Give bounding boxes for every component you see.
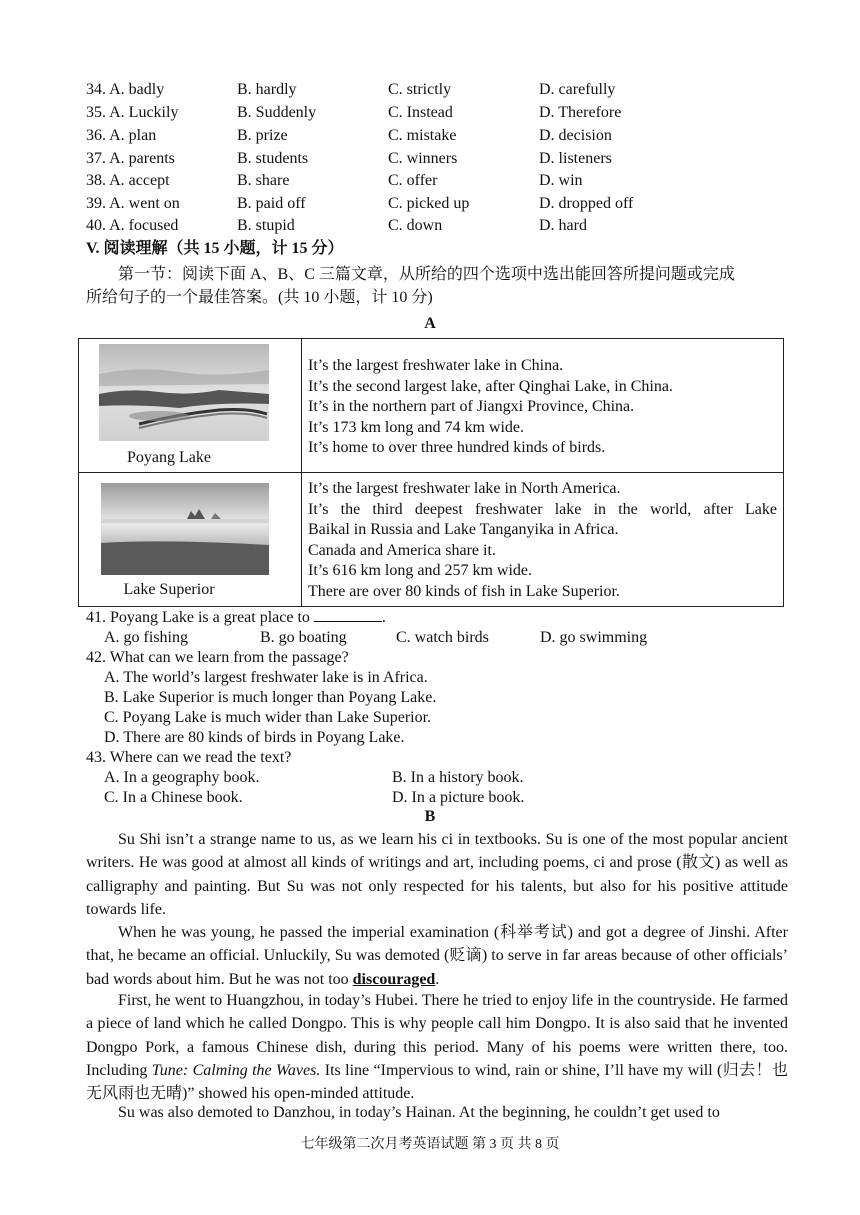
- option-choice: B. stupid: [237, 217, 295, 234]
- fact-line: It’s the largest freshwater lake in North America.: [308, 480, 621, 497]
- passage-b-paragraph-1: Su Shi isn’t a strange name to us, as we learn his ci in textbooks. Su is one of the most popular ancient writers. He was good at almost all kinds of writings and art, including poems, ci and prose (散文) as well as calligraphy and painting. But Su was not only respected for his talents, but also for his positive attitude towards life.: [86, 831, 788, 918]
- superior-image-cell: [79, 473, 302, 607]
- q43-option-b: B. In a history book.: [392, 769, 524, 786]
- option-choice: D. decision: [539, 127, 612, 144]
- section-title: V. 阅读理解（共 15 小题，计 15 分）: [86, 240, 344, 257]
- option-choice: B. Suddenly: [237, 104, 317, 121]
- option-row: [86, 125, 786, 147]
- fact-line: There are over 80 kinds of fish in Lake Superior.: [308, 582, 620, 600]
- q43-option-d: D. In a picture book.: [392, 789, 525, 806]
- q42-option-c: C. Poyang Lake is much wider than Lake Superior.: [104, 709, 432, 726]
- q41-option-d: D. go swimming: [540, 629, 648, 646]
- fact-line: Canada and America share it.: [308, 541, 496, 559]
- q42-option-a: A. The world’s largest freshwater lake is in Africa.: [104, 669, 428, 686]
- option-choice: D. win: [539, 172, 583, 189]
- q41-option-b: B. go boating: [260, 629, 347, 646]
- option-choice: B. students: [237, 150, 309, 167]
- paragraph-text: When he was young, he passed the imperial examination (科举考试) and got a degree of Jinshi. After that, he became an official. Unluckily, Su was demoted (贬谪) to serve in far areas because of other officials’ bad words about him. But he was not too: [86, 924, 788, 988]
- option-row: [86, 102, 786, 124]
- passage-b-paragraph-2: [86, 921, 788, 991]
- option-choice: 40. A. focused: [86, 217, 179, 234]
- poem-title: Tune: Calming the Waves.: [151, 1061, 321, 1079]
- lake-superior-caption: Lake Superior: [123, 581, 215, 598]
- fact-line: Baikal in Russia and Lake Tanganyika in Africa.: [308, 521, 619, 538]
- option-row: [86, 79, 786, 101]
- table-row: [79, 339, 784, 473]
- q41-option-c: C. watch birds: [396, 629, 489, 646]
- option-choice: D. hard: [539, 217, 587, 234]
- option-choice: 34. A. badly: [86, 81, 165, 98]
- q42-stem: 42. What can we learn from the passage?: [86, 649, 349, 666]
- option-choice: B. share: [237, 172, 290, 189]
- page-footer: 七年级第二次月考英语试题 第 3 页 共 8 页: [300, 1137, 560, 1152]
- section-instruction-line-2: 所给句子的一个最佳答案。(共 10 小题，计 10 分): [86, 289, 433, 306]
- option-choice: C. Instead: [388, 104, 453, 121]
- poyang-lake-caption: Poyang Lake: [127, 449, 211, 466]
- option-choice: B. hardly: [237, 81, 297, 98]
- fact-line: It’s the third deepest freshwater lake in the world, after Lake: [308, 500, 777, 518]
- option-choice: 38. A. accept: [86, 172, 170, 189]
- option-choice: B. prize: [237, 127, 288, 144]
- fact-line: It’s 173 km long and 74 km wide.: [308, 418, 524, 436]
- superior-facts-cell: [302, 473, 784, 607]
- option-row: [86, 215, 786, 237]
- option-choice: C. winners: [388, 150, 458, 167]
- q41-stem-text: 41. Poyang Lake is a great place to: [86, 609, 310, 626]
- poyang-facts-cell: [302, 339, 784, 473]
- section-instruction-line-1: 第一节：阅读下面 A、B、C 三篇文章，从所给的四个选项中选出能回答所提问题或完成: [118, 266, 735, 283]
- option-row: [86, 193, 786, 215]
- fact-line: It’s the second largest lake, after Qinghai Lake, in China.: [308, 377, 673, 395]
- option-choice: C. strictly: [388, 81, 452, 98]
- q41-stem-end: .: [381, 609, 386, 626]
- answer-blank: [314, 607, 382, 622]
- fact-line: It’s 616 km long and 257 km wide.: [308, 562, 532, 579]
- q43-option-c: C. In a Chinese book.: [104, 789, 243, 806]
- q43-stem: 43. Where can we read the text?: [86, 749, 292, 766]
- lakes-table: [78, 338, 784, 607]
- poyang-image-cell: [79, 339, 302, 473]
- fact-line: It’s the largest freshwater lake in China.: [308, 357, 564, 374]
- poyang-lake-photo: [99, 344, 269, 441]
- paragraph-text: First, he went to Huangzhou, in today’s Hubei. There he tried to enjoy life in the countryside. He farmed a piece of land which he called Dongpo. This is why people call him Dongpo. It is also said that he invented Dongpo Pork, a famous Chinese dish, during this period. Many of his poems were written there, too. Including: [86, 992, 788, 1079]
- option-choice: D. Therefore: [539, 104, 622, 121]
- option-choice: 36. A. plan: [86, 127, 157, 144]
- lake-superior-photo: [101, 483, 269, 575]
- underlined-word: discouraged: [352, 970, 436, 988]
- q42-option-d: D. There are 80 kinds of birds in Poyang Lake.: [104, 729, 405, 746]
- option-choice: C. picked up: [388, 195, 470, 212]
- passage-b-label: B: [424, 808, 436, 825]
- passage-a-label: A: [424, 315, 436, 332]
- option-choice: 39. A. went on: [86, 195, 180, 212]
- fact-line: It’s in the northern part of Jiangxi Province, China.: [308, 398, 635, 415]
- fact-line: It’s home to over three hundred kinds of birds.: [308, 439, 606, 456]
- option-choice: D. listeners: [539, 150, 612, 167]
- q43-option-a: A. In a geography book.: [104, 769, 260, 786]
- option-row: [86, 148, 786, 170]
- option-choice: D. dropped off: [539, 195, 634, 212]
- paragraph-text: Its line “Impervious to wind, rain or shine, I’ll have my will (归去！也无风雨也无晴)” showed his open-minded attitude.: [86, 1061, 788, 1103]
- option-choice: D. carefully: [539, 81, 616, 98]
- q41-option-a: A. go fishing: [104, 629, 188, 646]
- passage-b-paragraph-3: [86, 989, 788, 1105]
- option-row: [86, 170, 786, 192]
- option-choice: C. offer: [388, 172, 438, 189]
- option-choice: C. down: [388, 217, 443, 234]
- option-choice: C. mistake: [388, 127, 457, 144]
- table-row: [79, 473, 784, 607]
- passage-b-paragraph-4: Su was also demoted to Danzhou, in today’s Hainan. At the beginning, he couldn’t get used to: [118, 1104, 720, 1121]
- option-choice: 35. A. Luckily: [86, 104, 179, 121]
- option-choice: B. paid off: [237, 195, 306, 212]
- q41-stem: [86, 607, 386, 628]
- q42-option-b: B. Lake Superior is much longer than Poyang Lake.: [104, 689, 437, 706]
- option-choice: 37. A. parents: [86, 150, 175, 167]
- paragraph-text: .: [435, 970, 440, 988]
